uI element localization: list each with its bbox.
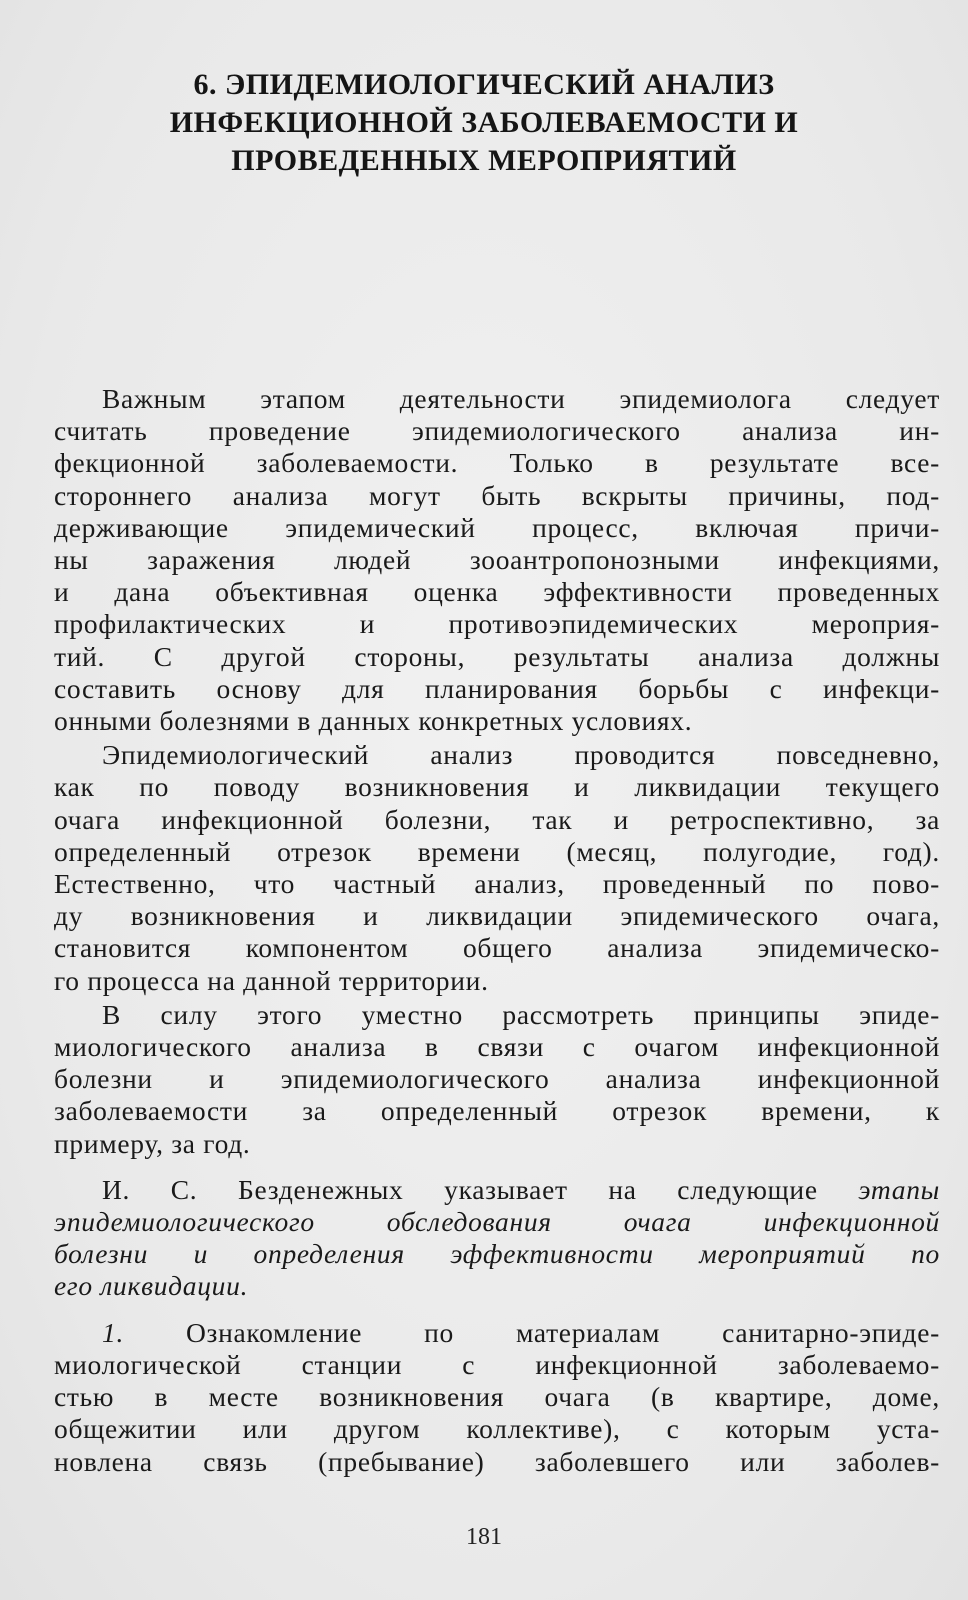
- body-text: [54, 381, 940, 1478]
- text-line: Важным этапом деятельности эпидемиолога следует: [102, 383, 940, 414]
- heading-line: 6. ЭПИДЕМИОЛОГИЧЕСКИЙ АНАЛИЗ: [193, 68, 775, 101]
- italic-text-line: его ликвидации.: [54, 1270, 249, 1302]
- italic-text-line: болезни и определения эффективности мероприятий по: [54, 1238, 940, 1270]
- text-line: и дана объективная оценка эффективности проведенных: [54, 576, 940, 608]
- text-line: определенный отрезок времени (месяц, полугодие, год).: [54, 835, 940, 867]
- page-number: 181: [466, 1524, 502, 1550]
- heading-line: ПРОВЕДЕННЫХ МЕРОПРИЯТИЙ: [231, 144, 737, 177]
- paragraph-analysis: [54, 739, 940, 997]
- text-line: фекционной заболеваемости. Только в результате все-: [54, 447, 940, 479]
- text-line: болезни и эпидемиологического анализа инфекционной: [54, 1063, 940, 1095]
- text-run: Ознакомление по материалам санитарно-эпиде-: [185, 1316, 940, 1348]
- text-run: И. С. Безденежных указывает на следующие: [102, 1173, 818, 1205]
- text-line: миологического анализа в связи с очагом инфекционной: [54, 1031, 940, 1063]
- text-line: [54, 1174, 940, 1206]
- text-line: примеру, за год.: [54, 1127, 251, 1159]
- italic-text-run: этапы: [858, 1173, 940, 1205]
- text-line: составить основу для планирования борьбы с инфекци-: [54, 672, 940, 704]
- text-line: ны заражения людей зооантропонозными инфекциями,: [54, 544, 940, 576]
- paragraph-intro: [54, 383, 940, 737]
- text-line: онными болезнями в данных конкретных условиях.: [54, 705, 693, 737]
- text-line: очага инфекционной болезни, так и ретроспективно, за: [54, 803, 940, 835]
- text-line: становится компонентом общего анализа эпидемическо-: [54, 932, 940, 964]
- text-line: профилактических и противоэпидемических мероприя-: [54, 608, 940, 640]
- text-line: заболеваемости за определенный отрезок времени, к: [54, 1095, 940, 1127]
- text-line: стью в месте возникновения очага (в квартире, доме,: [54, 1381, 940, 1413]
- text-line: миологической станции с инфекционной заболеваемо-: [54, 1348, 940, 1380]
- text-line: Естественно, что частный анализ, проведенный по пово-: [54, 868, 940, 900]
- heading-line: ИНФЕКЦИОННОЙ ЗАБОЛЕВАЕМОСТИ И: [169, 106, 799, 139]
- text-line: стороннего анализа могут быть вскрыты причины, под-: [54, 479, 940, 511]
- text-line: общежитии или другом коллективе), с которым уста-: [54, 1413, 940, 1445]
- text-line: [54, 1317, 940, 1349]
- text-line: ду возникновения и ликвидации эпидемического очага,: [54, 900, 940, 932]
- text-line: Эпидемиологический анализ проводится повседневно,: [102, 739, 940, 771]
- text-line: как по поводу возникновения и ликвидации текущего: [54, 771, 940, 803]
- text-line: держивающие эпидемический процесс, включая причи-: [54, 511, 940, 543]
- text-line: тий. С другой стороны, результаты анализа должны: [54, 640, 940, 672]
- text-line: В силу этого уместно рассмотреть принципы эпиде-: [102, 998, 940, 1030]
- paragraph-principles: [54, 999, 940, 1160]
- list-number: 1.: [102, 1316, 125, 1348]
- text-line: новлена связь (пребывание) заболевшего или заболев-: [54, 1445, 940, 1477]
- italic-text-line: эпидемиологического обследования очага инфекционной: [54, 1206, 940, 1238]
- paragraph-step-1: [54, 1317, 940, 1478]
- paragraph-stages: [54, 1174, 940, 1303]
- section-heading: [80, 66, 888, 180]
- text-line: го процесса на данной территории.: [54, 964, 489, 996]
- text-line: считать проведение эпидемиологического анализа ин-: [54, 415, 940, 447]
